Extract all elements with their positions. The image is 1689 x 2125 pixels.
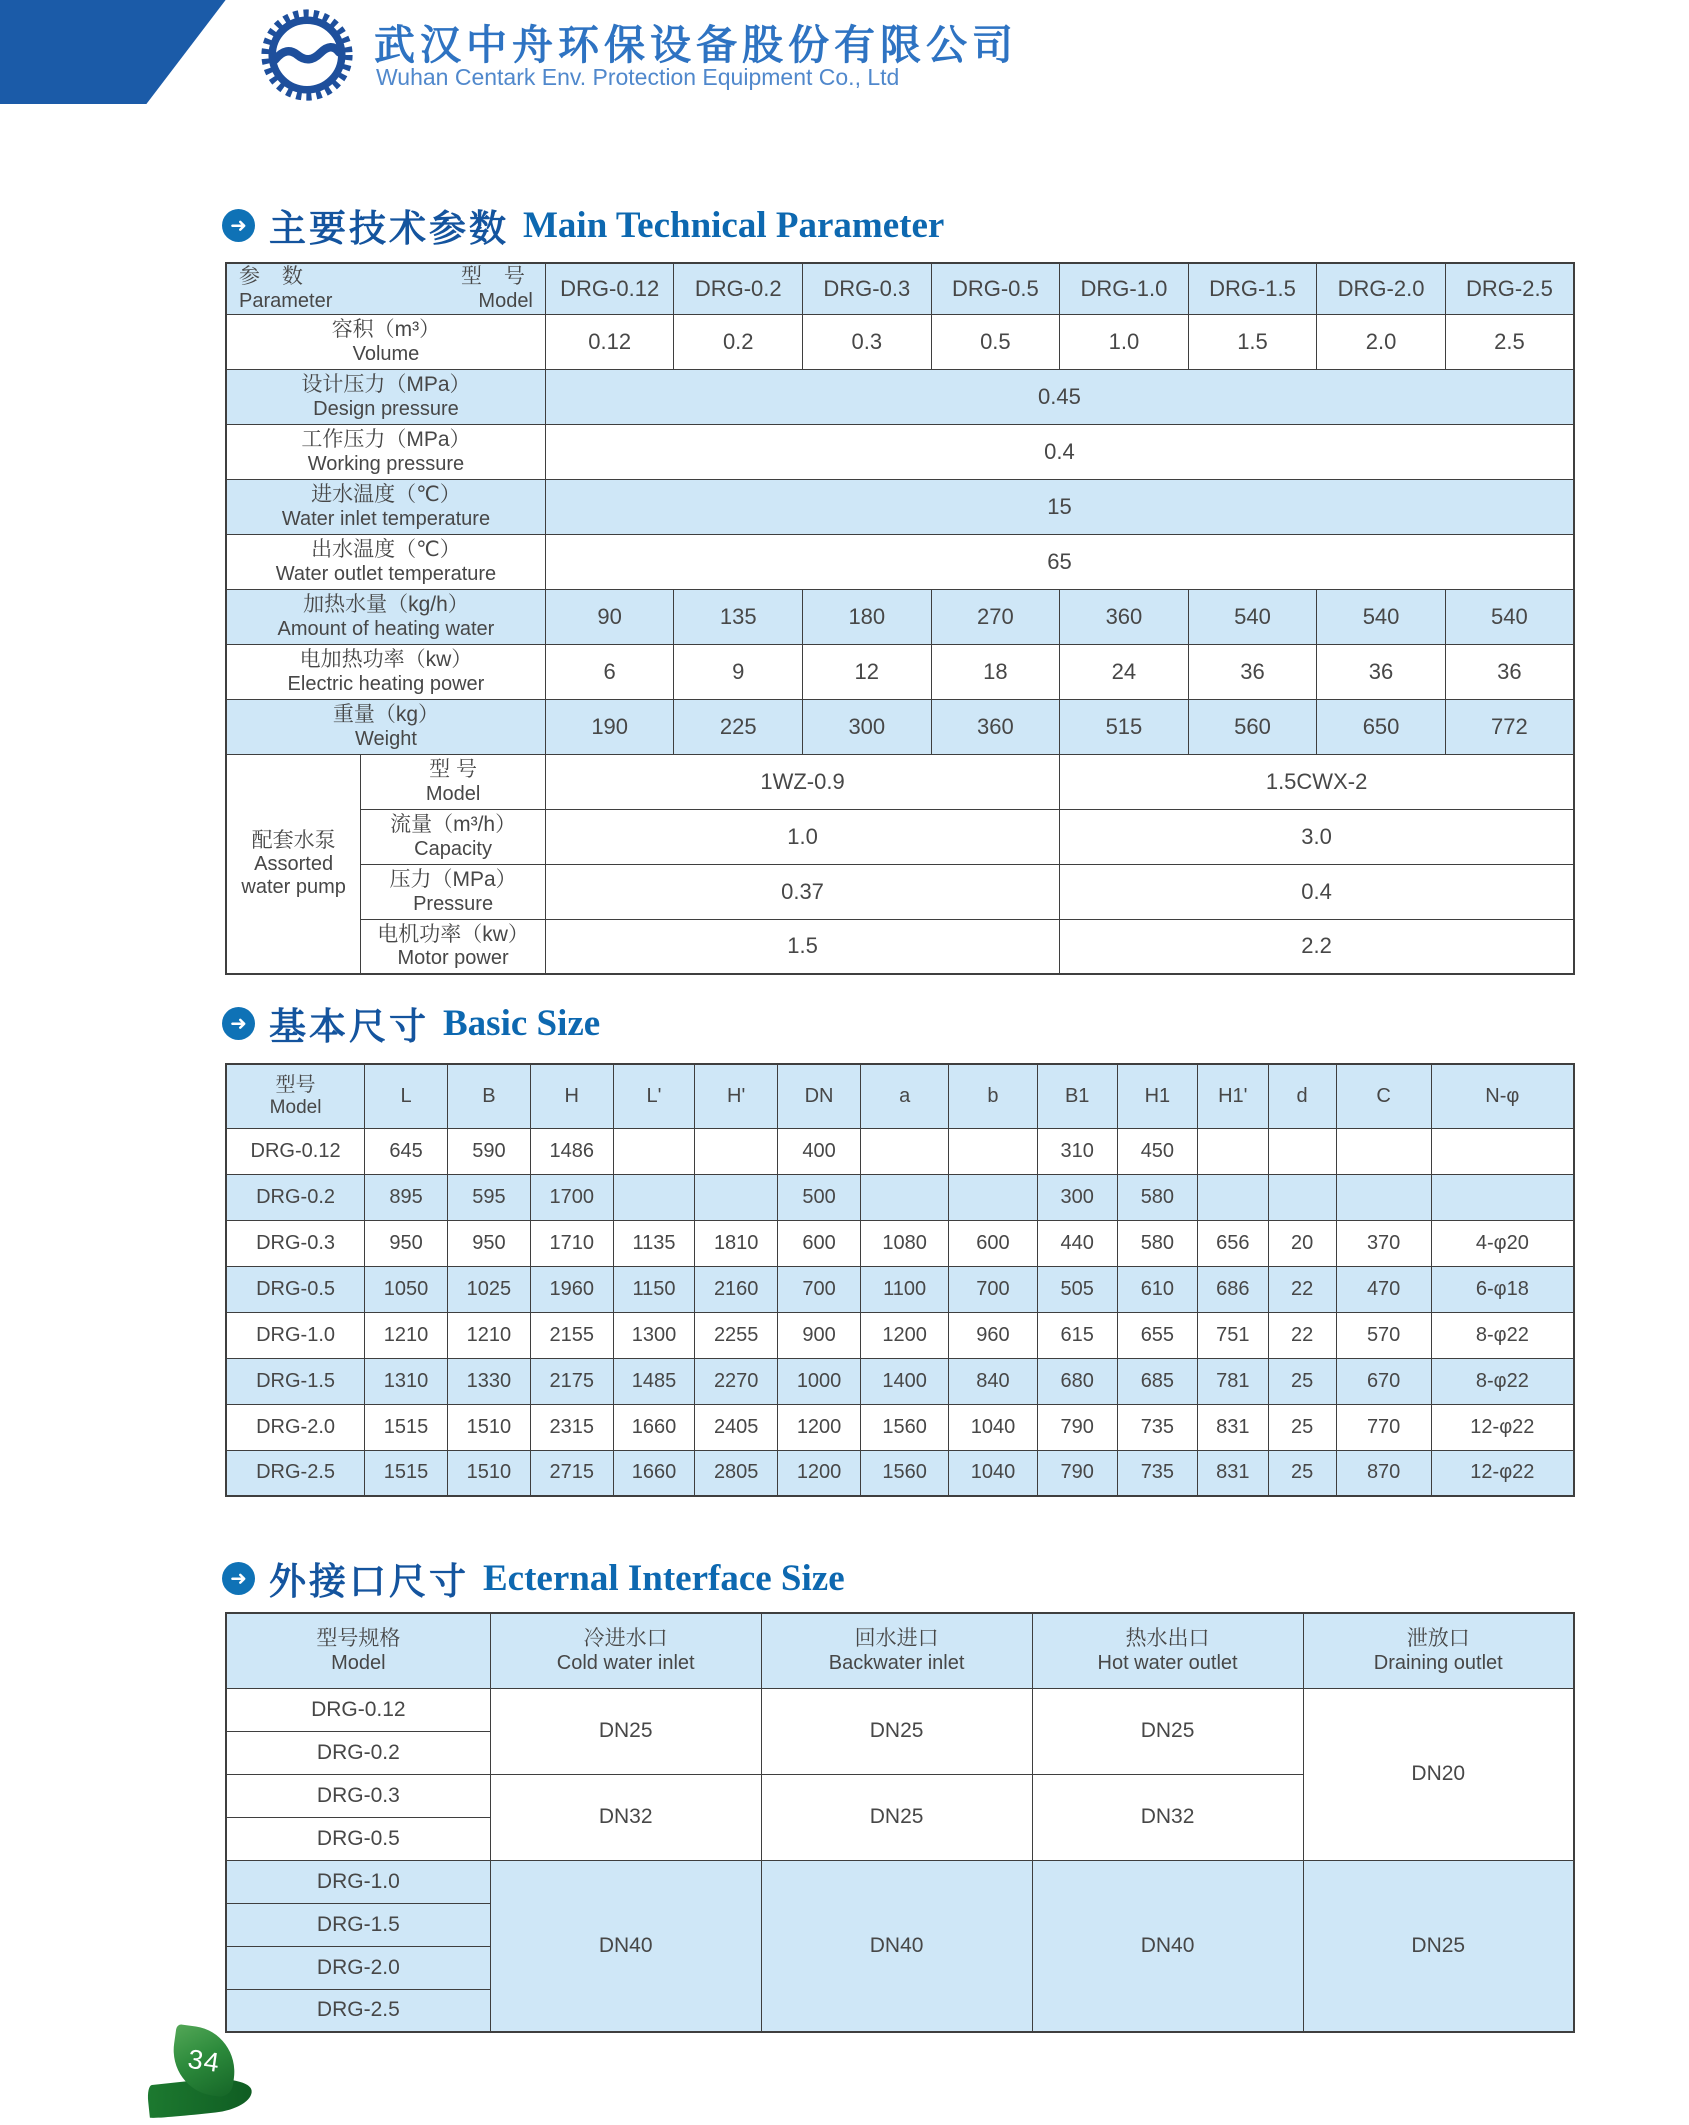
table-row: [226, 754, 1574, 809]
value-cell: 960: [949, 1312, 1037, 1358]
table-row: [226, 1688, 1574, 1731]
value-cell: DRG-0.5: [931, 263, 1060, 314]
label-cell: 型号规格 Model: [226, 1613, 490, 1688]
value-cell: 686: [1197, 1266, 1268, 1312]
table-row: [226, 1358, 1574, 1404]
value-cell: 1135: [613, 1220, 695, 1266]
label-cell: 回水进口 Backwater inlet: [761, 1613, 1032, 1688]
value-cell: 580: [1117, 1174, 1197, 1220]
value-cell: 180: [803, 589, 932, 644]
label-cell: 工作压力（MPa） Working pressure: [226, 424, 545, 479]
value-cell: [1197, 1128, 1268, 1174]
value-cell: [1197, 1174, 1268, 1220]
label-cell: 进水温度（℃） Water inlet temperature: [226, 479, 545, 534]
value-cell: 1025: [447, 1266, 530, 1312]
tech-parameter-table: [225, 262, 1575, 975]
value-cell: L: [365, 1064, 448, 1128]
value-cell: 36: [1317, 644, 1446, 699]
section-title-size: [222, 996, 600, 1050]
value-cell: [695, 1128, 778, 1174]
company-name-cn: 武汉中舟环保设备股份有限公司: [374, 22, 1018, 68]
table-row: [226, 369, 1574, 424]
value-cell: 0.5: [931, 314, 1060, 369]
value-cell: DN20: [1303, 1688, 1574, 1860]
value-cell: [861, 1128, 949, 1174]
label-cell: 压力（MPa） Pressure: [361, 864, 546, 919]
table-row: [226, 1312, 1574, 1358]
value-cell: 0.4: [545, 424, 1574, 479]
value-cell: 12: [803, 644, 932, 699]
label-cell: 加热水量（kg/h） Amount of heating water: [226, 589, 545, 644]
value-cell: 2.0: [1317, 314, 1446, 369]
company-name-en: Wuhan Centark Env. Protection Equipment Co., Ltd: [376, 64, 900, 90]
value-cell: DRG-0.5: [226, 1266, 365, 1312]
value-cell: 515: [1060, 699, 1189, 754]
value-cell: 1515: [365, 1450, 448, 1496]
table-header-row: [226, 263, 1574, 314]
value-cell: 540: [1188, 589, 1317, 644]
value-cell: DRG-0.3: [803, 263, 932, 314]
value-cell: 22: [1268, 1266, 1336, 1312]
value-cell: 0.45: [545, 369, 1574, 424]
value-cell: 1.5: [545, 919, 1059, 974]
value-cell: 18: [931, 644, 1060, 699]
value-cell: DRG-0.2: [226, 1731, 490, 1774]
value-cell: DN25: [1303, 1860, 1574, 2032]
value-cell: 505: [1037, 1266, 1117, 1312]
label-cell: 重量（kg） Weight: [226, 699, 545, 754]
value-cell: 0.4: [1060, 864, 1574, 919]
value-cell: 680: [1037, 1358, 1117, 1404]
value-cell: 1WZ-0.9: [545, 754, 1059, 809]
value-cell: [1431, 1128, 1574, 1174]
value-cell: [613, 1128, 695, 1174]
table-header-row: [226, 1613, 1574, 1688]
value-cell: 1200: [778, 1404, 861, 1450]
value-cell: 2315: [530, 1404, 613, 1450]
value-cell: DRG-0.2: [674, 263, 803, 314]
value-cell: 22: [1268, 1312, 1336, 1358]
value-cell: 790: [1037, 1404, 1117, 1450]
value-cell: 2270: [695, 1358, 778, 1404]
value-cell: 1150: [613, 1266, 695, 1312]
value-cell: 0.37: [545, 864, 1059, 919]
value-cell: [949, 1174, 1037, 1220]
value-cell: 1486: [530, 1128, 613, 1174]
table-row: [226, 534, 1574, 589]
value-cell: 1000: [778, 1358, 861, 1404]
table: [225, 262, 1575, 975]
value-cell: 2175: [530, 1358, 613, 1404]
value-cell: 12-φ22: [1431, 1450, 1574, 1496]
table-row: [226, 314, 1574, 369]
section-title-iface-en: Ecternal Interface Size: [483, 1557, 845, 1599]
value-cell: 540: [1445, 589, 1574, 644]
section-title-size-cn: 基本尺寸: [269, 1006, 429, 1047]
value-cell: DRG-0.12: [226, 1688, 490, 1731]
value-cell: DRG-2.5: [226, 1989, 490, 2032]
section-title-iface: [222, 1551, 845, 1605]
value-cell: DRG-0.5: [226, 1817, 490, 1860]
value-cell: 440: [1037, 1220, 1117, 1266]
value-cell: 8-φ22: [1431, 1312, 1574, 1358]
value-cell: H': [695, 1064, 778, 1128]
value-cell: 25: [1268, 1358, 1336, 1404]
value-cell: 0.3: [803, 314, 932, 369]
value-cell: 25: [1268, 1404, 1336, 1450]
value-cell: 895: [365, 1174, 448, 1220]
value-cell: 0.2: [674, 314, 803, 369]
value-cell: 950: [447, 1220, 530, 1266]
value-cell: N-φ: [1431, 1064, 1574, 1128]
arrow-circle-icon: ➜: [222, 209, 255, 242]
external-interface-table: [225, 1612, 1575, 2033]
value-cell: B1: [1037, 1064, 1117, 1128]
value-cell: 1200: [778, 1450, 861, 1496]
value-cell: DRG-2.0: [1317, 263, 1446, 314]
value-cell: 560: [1188, 699, 1317, 754]
value-cell: 225: [674, 699, 803, 754]
value-cell: 656: [1197, 1220, 1268, 1266]
label-cell: 热水出口 Hot water outlet: [1032, 1613, 1303, 1688]
value-cell: 270: [931, 589, 1060, 644]
value-cell: 370: [1336, 1220, 1431, 1266]
value-cell: L': [613, 1064, 695, 1128]
value-cell: 400: [778, 1128, 861, 1174]
table-row: [226, 699, 1574, 754]
value-cell: 1040: [949, 1404, 1037, 1450]
section-title-size-en: Basic Size: [443, 1002, 601, 1044]
value-cell: 700: [778, 1266, 861, 1312]
value-cell: 90: [545, 589, 674, 644]
table-row: [226, 1450, 1574, 1496]
value-cell: 25: [1268, 1450, 1336, 1496]
value-cell: 590: [447, 1128, 530, 1174]
table-row: [226, 1220, 1574, 1266]
table-row: [226, 479, 1574, 534]
value-cell: 1510: [447, 1450, 530, 1496]
company-gear-logo-icon: [260, 8, 354, 102]
value-cell: DN32: [1032, 1774, 1303, 1860]
value-cell: 540: [1317, 589, 1446, 644]
value-cell: 1.5: [1188, 314, 1317, 369]
value-cell: H: [530, 1064, 613, 1128]
label-cell: 设计压力（MPa） Design pressure: [226, 369, 545, 424]
table-header-row: [226, 1064, 1574, 1128]
header-parallelogram: [0, 0, 240, 104]
value-cell: 1040: [949, 1450, 1037, 1496]
value-cell: 1710: [530, 1220, 613, 1266]
label-cell: 泄放口 Draining outlet: [1303, 1613, 1574, 1688]
value-cell: [949, 1128, 1037, 1174]
value-cell: 1330: [447, 1358, 530, 1404]
value-cell: DRG-0.12: [545, 263, 674, 314]
table: [225, 1612, 1575, 2033]
table-row: [226, 919, 1574, 974]
value-cell: 450: [1117, 1128, 1197, 1174]
value-cell: 2.2: [1060, 919, 1574, 974]
value-cell: 1560: [861, 1404, 949, 1450]
table-row: [226, 644, 1574, 699]
value-cell: 600: [778, 1220, 861, 1266]
value-cell: DRG-1.5: [1188, 263, 1317, 314]
value-cell: 595: [447, 1174, 530, 1220]
arrow-circle-icon: ➜: [222, 1007, 255, 1040]
value-cell: DN32: [490, 1774, 761, 1860]
value-cell: 751: [1197, 1312, 1268, 1358]
value-cell: 36: [1188, 644, 1317, 699]
value-cell: [1336, 1174, 1431, 1220]
value-cell: [613, 1174, 695, 1220]
section-title-tech-en: Main Technical Parameter: [523, 204, 945, 246]
label-cell: 流量（m³/h） Capacity: [361, 809, 546, 864]
label-cell: 型 号 Model: [361, 754, 546, 809]
value-cell: 20: [1268, 1220, 1336, 1266]
value-cell: 12-φ22: [1431, 1404, 1574, 1450]
value-cell: 900: [778, 1312, 861, 1358]
value-cell: 470: [1336, 1266, 1431, 1312]
value-cell: 2.5: [1445, 314, 1574, 369]
value-cell: H1: [1117, 1064, 1197, 1128]
value-cell: 190: [545, 699, 674, 754]
value-cell: 1210: [365, 1312, 448, 1358]
header-band: [0, 0, 240, 104]
value-cell: 615: [1037, 1312, 1117, 1358]
value-cell: 600: [949, 1220, 1037, 1266]
page-number-badge: [148, 2028, 258, 2120]
table-row: [226, 1404, 1574, 1450]
value-cell: 24: [1060, 644, 1189, 699]
value-cell: DRG-0.3: [226, 1220, 365, 1266]
label-cell: 电机功率（kw） Motor power: [361, 919, 546, 974]
value-cell: 735: [1117, 1450, 1197, 1496]
value-cell: a: [861, 1064, 949, 1128]
basic-size-table: [225, 1063, 1575, 1497]
value-cell: 1200: [861, 1312, 949, 1358]
value-cell: DN25: [761, 1774, 1032, 1860]
section-title-iface-cn: 外接口尺寸: [269, 1561, 469, 1602]
value-cell: 6-φ18: [1431, 1266, 1574, 1312]
value-cell: 310: [1037, 1128, 1117, 1174]
value-cell: 1.0: [545, 809, 1059, 864]
value-cell: 2255: [695, 1312, 778, 1358]
value-cell: 135: [674, 589, 803, 644]
value-cell: [1268, 1128, 1336, 1174]
value-cell: 1700: [530, 1174, 613, 1220]
value-cell: H1': [1197, 1064, 1268, 1128]
value-cell: DN40: [490, 1860, 761, 2032]
value-cell: 1300: [613, 1312, 695, 1358]
value-cell: 2805: [695, 1450, 778, 1496]
value-cell: DRG-2.0: [226, 1946, 490, 1989]
value-cell: [1431, 1174, 1574, 1220]
value-cell: 1510: [447, 1404, 530, 1450]
value-cell: DRG-2.0: [226, 1404, 365, 1450]
value-cell: 1.5CWX-2: [1060, 754, 1574, 809]
value-cell: 1210: [447, 1312, 530, 1358]
value-cell: DN40: [1032, 1860, 1303, 2032]
value-cell: 1660: [613, 1450, 695, 1496]
value-cell: DN: [778, 1064, 861, 1128]
value-cell: [861, 1174, 949, 1220]
value-cell: 4-φ20: [1431, 1220, 1574, 1266]
value-cell: DRG-1.0: [226, 1860, 490, 1903]
value-cell: 300: [803, 699, 932, 754]
value-cell: 580: [1117, 1220, 1197, 1266]
value-cell: DRG-1.5: [226, 1358, 365, 1404]
label-cell: 配套水泵 Assorted water pump: [226, 754, 361, 974]
diagonal-header-cell: 参 数 Parameter 型 号 Model: [226, 263, 545, 314]
table-row: [226, 1174, 1574, 1220]
table-row: [226, 1266, 1574, 1312]
value-cell: 65: [545, 534, 1574, 589]
value-cell: DN25: [1032, 1688, 1303, 1774]
value-cell: 950: [365, 1220, 448, 1266]
page-number: 34: [186, 2043, 223, 2078]
value-cell: 1100: [861, 1266, 949, 1312]
label-cell: 冷进水口 Cold water inlet: [490, 1613, 761, 1688]
table-row: [226, 809, 1574, 864]
value-cell: 655: [1117, 1312, 1197, 1358]
value-cell: 831: [1197, 1404, 1268, 1450]
value-cell: 36: [1445, 644, 1574, 699]
value-cell: 685: [1117, 1358, 1197, 1404]
value-cell: 670: [1336, 1358, 1431, 1404]
table-row: [226, 1128, 1574, 1174]
value-cell: 772: [1445, 699, 1574, 754]
value-cell: d: [1268, 1064, 1336, 1128]
value-cell: 15: [545, 479, 1574, 534]
label-cell: 出水温度（℃） Water outlet temperature: [226, 534, 545, 589]
value-cell: 1080: [861, 1220, 949, 1266]
value-cell: DRG-2.5: [226, 1450, 365, 1496]
table-row: [226, 424, 1574, 479]
value-cell: 360: [931, 699, 1060, 754]
value-cell: 9: [674, 644, 803, 699]
value-cell: 500: [778, 1174, 861, 1220]
value-cell: 770: [1336, 1404, 1431, 1450]
value-cell: 781: [1197, 1358, 1268, 1404]
value-cell: DRG-1.5: [226, 1903, 490, 1946]
value-cell: DN40: [761, 1860, 1032, 2032]
value-cell: DRG-0.12: [226, 1128, 365, 1174]
table-row: [226, 864, 1574, 919]
value-cell: B: [447, 1064, 530, 1128]
value-cell: DRG-0.2: [226, 1174, 365, 1220]
value-cell: 700: [949, 1266, 1037, 1312]
value-cell: 870: [1336, 1450, 1431, 1496]
value-cell: DRG-1.0: [1060, 263, 1189, 314]
value-cell: [1336, 1128, 1431, 1174]
value-cell: 1660: [613, 1404, 695, 1450]
value-cell: 360: [1060, 589, 1189, 644]
table-row: [226, 589, 1574, 644]
value-cell: 840: [949, 1358, 1037, 1404]
value-cell: [1268, 1174, 1336, 1220]
value-cell: DN25: [490, 1688, 761, 1774]
value-cell: 1560: [861, 1450, 949, 1496]
value-cell: 2715: [530, 1450, 613, 1496]
table: [225, 1063, 1575, 1497]
value-cell: 2160: [695, 1266, 778, 1312]
value-cell: C: [1336, 1064, 1431, 1128]
value-cell: 1485: [613, 1358, 695, 1404]
label-cell: 电加热功率（kw） Electric heating power: [226, 644, 545, 699]
value-cell: 735: [1117, 1404, 1197, 1450]
value-cell: DN25: [761, 1688, 1032, 1774]
table-row: [226, 1860, 1574, 1903]
arrow-circle-icon: ➜: [222, 1562, 255, 1595]
value-cell: 2155: [530, 1312, 613, 1358]
value-cell: 1050: [365, 1266, 448, 1312]
value-cell: 1960: [530, 1266, 613, 1312]
value-cell: 0.12: [545, 314, 674, 369]
value-cell: 645: [365, 1128, 448, 1174]
value-cell: 6: [545, 644, 674, 699]
label-cell: 型号 Model: [226, 1064, 365, 1128]
value-cell: [695, 1174, 778, 1220]
value-cell: 1810: [695, 1220, 778, 1266]
value-cell: 1310: [365, 1358, 448, 1404]
value-cell: 2405: [695, 1404, 778, 1450]
value-cell: DRG-0.3: [226, 1774, 490, 1817]
section-title-tech: [222, 198, 944, 252]
label-cell: 容积（m³） Volume: [226, 314, 545, 369]
value-cell: 790: [1037, 1450, 1117, 1496]
value-cell: 831: [1197, 1450, 1268, 1496]
value-cell: 8-φ22: [1431, 1358, 1574, 1404]
value-cell: DRG-1.0: [226, 1312, 365, 1358]
value-cell: 1515: [365, 1404, 448, 1450]
section-title-tech-cn: 主要技术参数: [269, 208, 509, 249]
value-cell: 1.0: [1060, 314, 1189, 369]
value-cell: DRG-2.5: [1445, 263, 1574, 314]
value-cell: b: [949, 1064, 1037, 1128]
value-cell: 300: [1037, 1174, 1117, 1220]
value-cell: 610: [1117, 1266, 1197, 1312]
value-cell: 570: [1336, 1312, 1431, 1358]
value-cell: 650: [1317, 699, 1446, 754]
value-cell: 1400: [861, 1358, 949, 1404]
value-cell: 3.0: [1060, 809, 1574, 864]
